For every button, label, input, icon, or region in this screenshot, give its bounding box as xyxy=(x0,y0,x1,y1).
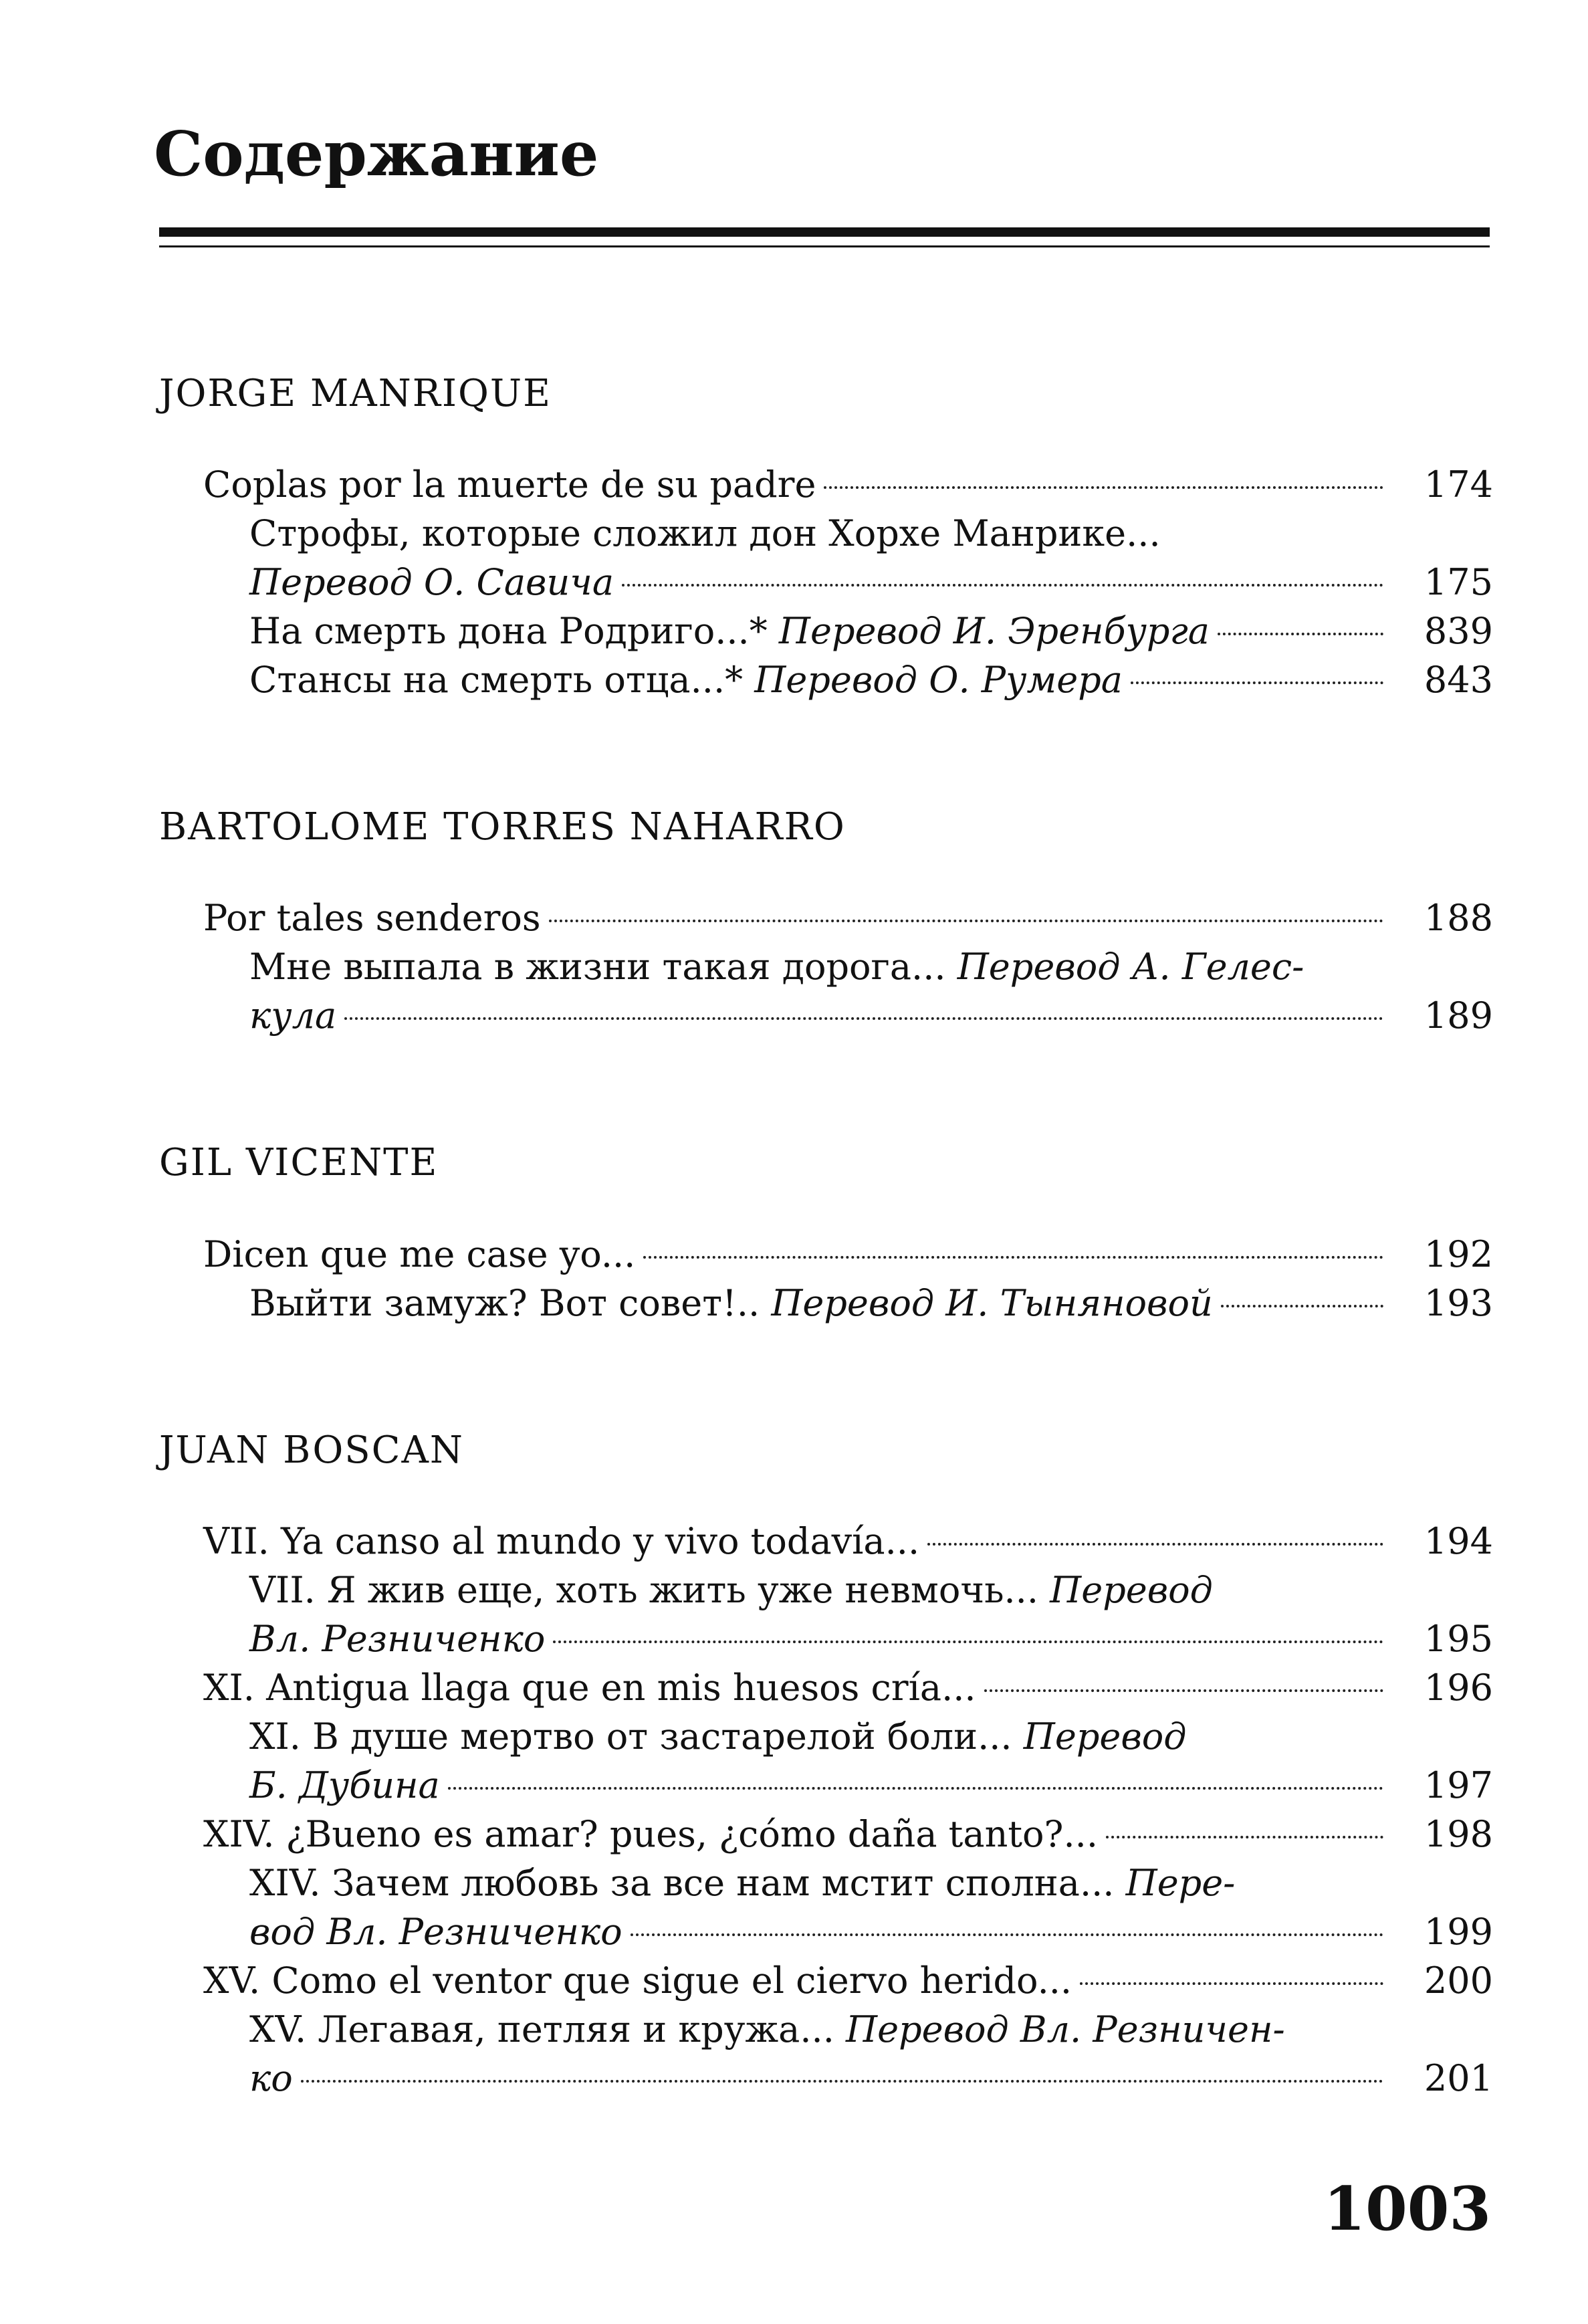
dot-leader xyxy=(984,1689,1383,1692)
entry-title xyxy=(249,942,1304,991)
toc-section xyxy=(159,1428,1493,2103)
translator-credit: Перевод И. Тыняновой xyxy=(771,1281,1213,1324)
dot-leader xyxy=(553,1641,1383,1643)
author-heading: JUAN BOSCAN xyxy=(159,1428,464,1472)
toc-entry[interactable] xyxy=(159,1517,1493,1566)
entry-page-number: 175 xyxy=(1424,561,1493,604)
toc-entry[interactable] xyxy=(159,1956,1493,2005)
entry-page-number: 195 xyxy=(1424,1617,1493,1660)
toc-entry[interactable] xyxy=(159,1761,1493,1810)
page-number: 1003 xyxy=(1323,2174,1491,2244)
dot-leader xyxy=(1106,1836,1383,1838)
entry-text: XI. Antigua llaga que en mis huesos cría... xyxy=(203,1666,976,1709)
dot-leader xyxy=(631,1933,1383,1936)
entry-title xyxy=(249,1614,545,1663)
toc-entry[interactable] xyxy=(159,1663,1493,1712)
entry-page-number: 193 xyxy=(1424,1281,1493,1324)
dot-leader xyxy=(622,584,1383,587)
entry-text: XIV. Зачем любовь за все нам мстит сполна... xyxy=(249,1861,1126,1904)
entry-title xyxy=(249,1712,1187,1761)
entry-text: VII. Я жив еще, хоть жить уже невмочь... xyxy=(249,1568,1050,1611)
entry-title xyxy=(203,893,541,942)
toc-entry[interactable] xyxy=(159,1907,1493,1956)
entry-text: Por tales senderos xyxy=(203,897,541,940)
entry-page-number: 839 xyxy=(1424,610,1493,653)
entry-title xyxy=(249,558,614,607)
entry-text: XIV. ¿Bueno es amar? pues, ¿cómo daña tanto?... xyxy=(203,1812,1099,1855)
toc-entry[interactable] xyxy=(159,1230,1493,1279)
entry-page-number: 196 xyxy=(1424,1666,1493,1709)
entry-text: Строфы, которые сложил дон Хорхе Манрике... xyxy=(249,512,1161,555)
dot-leader xyxy=(643,1256,1383,1259)
entry-title xyxy=(249,1907,622,1956)
toc-entry[interactable] xyxy=(159,558,1493,607)
toc-entry[interactable] xyxy=(159,1712,1493,1761)
entry-title xyxy=(203,1663,976,1712)
entry-page-number: 188 xyxy=(1424,897,1493,940)
dot-leader xyxy=(1080,1982,1383,1985)
entry-page-number: 200 xyxy=(1424,1959,1493,2002)
translator-credit: Перевод xyxy=(1023,1715,1187,1758)
entry-title xyxy=(203,1956,1072,2005)
toc-entry[interactable] xyxy=(159,1859,1493,1907)
entry-text: На смерть дона Родриго...* xyxy=(249,610,779,653)
entry-text: XV. Легавая, петляя и кружа... xyxy=(249,2008,846,2050)
page-title: Содержание xyxy=(154,118,599,190)
dot-leader xyxy=(1218,633,1383,635)
translator-credit: Б. Дубина xyxy=(249,1764,440,1806)
translator-credit: Пере- xyxy=(1125,1861,1236,1904)
toc-entry[interactable] xyxy=(159,1279,1493,1328)
toc-entry[interactable] xyxy=(159,607,1493,655)
entry-text: Dicen que me case yo... xyxy=(203,1233,636,1275)
toc-section xyxy=(159,371,1493,704)
entry-page-number: 189 xyxy=(1424,994,1493,1037)
toc-section xyxy=(159,1140,1493,1327)
translator-credit: Перевод О. Савича xyxy=(249,561,614,604)
title-rule-thin xyxy=(159,245,1490,247)
translator-credit: Перевод А. Гелес- xyxy=(957,946,1305,988)
dot-leader xyxy=(549,920,1383,922)
translator-credit: Перевод Вл. Резничен- xyxy=(846,2008,1285,2050)
entry-title xyxy=(203,1810,1098,1859)
toc-entry[interactable] xyxy=(159,460,1493,509)
entry-title xyxy=(249,991,336,1040)
entry-page-number: 192 xyxy=(1424,1233,1493,1275)
entry-title xyxy=(203,1230,635,1279)
entry-title xyxy=(249,1566,1213,1614)
dot-leader xyxy=(448,1787,1383,1790)
entry-text: Мне выпала в жизни такая дорога... xyxy=(249,946,957,988)
translator-credit: вод Вл. Резниченко xyxy=(249,1910,622,1953)
toc-entry[interactable] xyxy=(159,1810,1493,1859)
entry-page-number: 201 xyxy=(1424,2056,1493,2099)
toc-entry[interactable] xyxy=(159,655,1493,704)
entry-title xyxy=(203,1517,919,1566)
entry-page-number: 199 xyxy=(1424,1910,1493,1953)
toc-entry[interactable] xyxy=(159,509,1493,558)
translator-credit: Вл. Резниченко xyxy=(249,1617,546,1660)
toc-section xyxy=(159,805,1493,1040)
author-heading: JORGE MANRIQUE xyxy=(159,372,552,415)
entry-title xyxy=(249,2054,293,2103)
dot-leader xyxy=(301,2080,1383,2083)
entry-title xyxy=(249,607,1210,655)
entry-title xyxy=(249,1859,1235,1907)
translator-credit: ко xyxy=(249,2056,293,2099)
toc-entry[interactable] xyxy=(159,1566,1493,1614)
entry-text: Выйти замуж? Вот совет!.. xyxy=(249,1281,772,1324)
entry-title xyxy=(249,1279,1213,1328)
entry-text: Coplas por la muerte de su padre xyxy=(203,463,816,506)
entry-title xyxy=(249,655,1123,704)
entry-page-number: 194 xyxy=(1424,1519,1493,1562)
author-heading: BARTOLOME TORRES NAHARRO xyxy=(159,805,846,849)
entry-text: XV. Como el ventor que sigue el ciervo herido... xyxy=(203,1959,1072,2002)
title-rule-thick xyxy=(159,227,1490,237)
toc-entry[interactable] xyxy=(159,991,1493,1040)
toc-entry[interactable] xyxy=(159,2054,1493,2103)
entry-page-number: 174 xyxy=(1424,463,1493,506)
entry-page-number: 197 xyxy=(1424,1764,1493,1806)
entry-text: Стансы на смерть отца...* xyxy=(249,659,755,702)
entry-page-number: 198 xyxy=(1424,1812,1493,1855)
toc-entry[interactable] xyxy=(159,893,1493,942)
entry-text: VII. Ya canso al mundo y vivo todavía... xyxy=(203,1519,920,1562)
entry-title xyxy=(249,1761,440,1810)
translator-credit: Перевод О. Румера xyxy=(754,659,1123,702)
dot-leader xyxy=(927,1543,1383,1546)
toc-entry[interactable] xyxy=(159,1614,1493,1663)
table-of-contents xyxy=(159,371,1493,2203)
dot-leader xyxy=(824,486,1383,489)
dot-leader xyxy=(1221,1305,1383,1307)
toc-entry[interactable] xyxy=(159,2005,1493,2054)
entry-text: XI. В душе мертво от застарелой боли... xyxy=(249,1715,1024,1758)
translator-credit: Перевод И. Эренбурга xyxy=(778,610,1210,653)
translator-credit: кула xyxy=(249,994,337,1037)
entry-title xyxy=(203,460,816,509)
toc-entry[interactable] xyxy=(159,942,1493,991)
translator-credit: Перевод xyxy=(1050,1568,1213,1611)
entry-page-number: 843 xyxy=(1424,659,1493,702)
author-heading: GIL VICENTE xyxy=(159,1141,439,1185)
dot-leader xyxy=(1131,681,1383,684)
entry-title xyxy=(249,509,1161,558)
entry-title xyxy=(249,2005,1285,2054)
dot-leader xyxy=(344,1017,1383,1020)
